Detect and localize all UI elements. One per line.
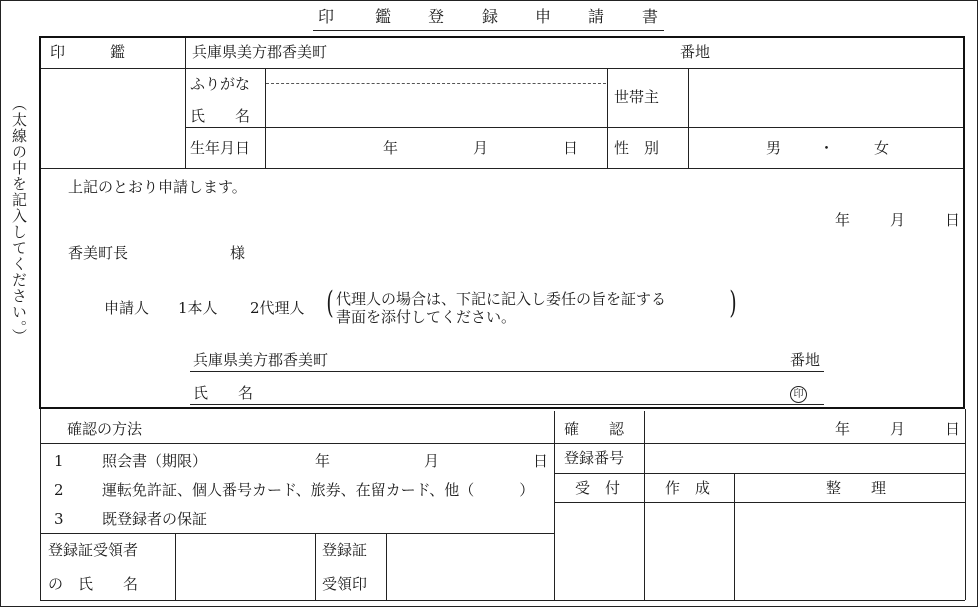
item3-no: 3 — [54, 510, 64, 528]
bottom-col — [644, 411, 645, 601]
item2-no: 2 — [54, 481, 64, 499]
item1-no: 1 — [54, 452, 64, 470]
item1-day: 日 — [533, 452, 549, 470]
title-char: 印 — [318, 7, 335, 26]
bottom-divider — [40, 600, 965, 601]
row-divider — [41, 68, 963, 69]
agent-note-line2: 書面を添付してください。 — [336, 308, 517, 326]
bottom-divider — [40, 443, 965, 444]
bottom-divider — [554, 502, 965, 503]
item1-month: 月 — [424, 452, 440, 470]
col-divider — [688, 69, 689, 168]
applicant-label: 申請人 — [104, 299, 150, 317]
bottom-divider — [554, 473, 965, 474]
col-divider — [607, 69, 608, 168]
office-day: 日 — [945, 420, 961, 438]
title-underline — [313, 30, 664, 31]
office-month: 月 — [890, 420, 906, 438]
inkan-label: 印 鑑 — [50, 43, 126, 61]
uketsuke-label: 受 付 — [575, 479, 621, 497]
title-char: 登 — [428, 7, 445, 26]
agent-note-line1: 代理人の場合は、下記に記入し委任の旨を証する — [336, 290, 667, 308]
birth-day: 日 — [563, 139, 579, 157]
main-form-border — [39, 36, 965, 409]
item1-text: 照会書（期限） — [102, 452, 208, 470]
kakunin-label: 確 認 — [564, 420, 625, 438]
sex-dot: ・ — [819, 139, 835, 157]
birth-year: 年 — [383, 139, 399, 157]
bottom-col — [315, 534, 316, 601]
agent-banchi: 番地 — [790, 351, 821, 369]
receiver-name-label-1: 登録証受領者 — [48, 541, 139, 559]
bottom-col — [734, 473, 735, 601]
sex-label: 性 別 — [614, 139, 660, 157]
option-self: 1本人 — [178, 299, 218, 317]
title-char: 鑑 — [375, 7, 392, 26]
sakusei-label: 作 成 — [665, 479, 711, 497]
bottom-col — [175, 534, 176, 601]
title-char: 書 — [642, 7, 659, 26]
sex-male: 男 — [766, 139, 782, 157]
banchi-label: 番地 — [680, 43, 711, 61]
receiver-name-label-2: の 氏 名 — [48, 575, 139, 593]
item1-year: 年 — [315, 452, 331, 470]
address-prefix: 兵庫県美方郡香美町 — [192, 43, 328, 61]
cert-label-2: 受領印 — [322, 575, 368, 593]
reg-no-label: 登録番号 — [564, 449, 625, 467]
furigana-dashed-line — [266, 83, 606, 84]
agent-name-underline — [190, 404, 824, 405]
request-month: 月 — [890, 211, 906, 229]
birth-month: 月 — [473, 139, 489, 157]
confirm-method-label: 確認の方法 — [67, 420, 143, 438]
name-label: 氏 名 — [190, 107, 251, 125]
agent-name-label: 氏 名 — [193, 384, 254, 402]
seal-mark: 印 — [790, 386, 807, 403]
bracket-right: ) — [729, 285, 737, 321]
cert-label-1: 登録証 — [322, 541, 368, 559]
title-char: 録 — [482, 7, 499, 26]
agent-address-underline — [190, 371, 824, 372]
request-statement: 上記のとおり申請します。 — [68, 178, 247, 196]
option-agent: 2代理人 — [250, 299, 305, 317]
row-divider — [41, 168, 963, 169]
addressee: 香美町長 — [68, 244, 129, 262]
request-year: 年 — [835, 211, 851, 229]
setainushi-label: 世帯主 — [614, 88, 660, 106]
row-divider — [185, 127, 963, 128]
seiri-label: 整 理 — [826, 479, 887, 497]
sama: 様 — [230, 244, 246, 262]
item2-text: 運転免許証、個人番号カード、旅券、在留カード、他（ ） — [102, 481, 535, 499]
bottom-divider — [40, 533, 555, 534]
sex-female: 女 — [874, 139, 890, 157]
agent-address-prefix: 兵庫県美方郡香美町 — [193, 351, 329, 369]
title-char: 申 — [535, 7, 552, 26]
bracket-left: ( — [326, 285, 334, 321]
birth-label: 生年月日 — [190, 139, 251, 157]
request-day: 日 — [945, 211, 961, 229]
title-char: 請 — [588, 7, 605, 26]
bottom-left-edge — [40, 409, 41, 600]
side-note: （太線の中を記入してください。） — [10, 96, 28, 345]
office-year: 年 — [835, 420, 851, 438]
col-divider — [185, 38, 186, 168]
bottom-col — [554, 411, 555, 601]
item3-text: 既登録者の保証 — [102, 510, 208, 528]
furigana-label: ふりがな — [190, 75, 251, 93]
bottom-right-edge — [965, 409, 966, 600]
bottom-col — [386, 534, 387, 601]
